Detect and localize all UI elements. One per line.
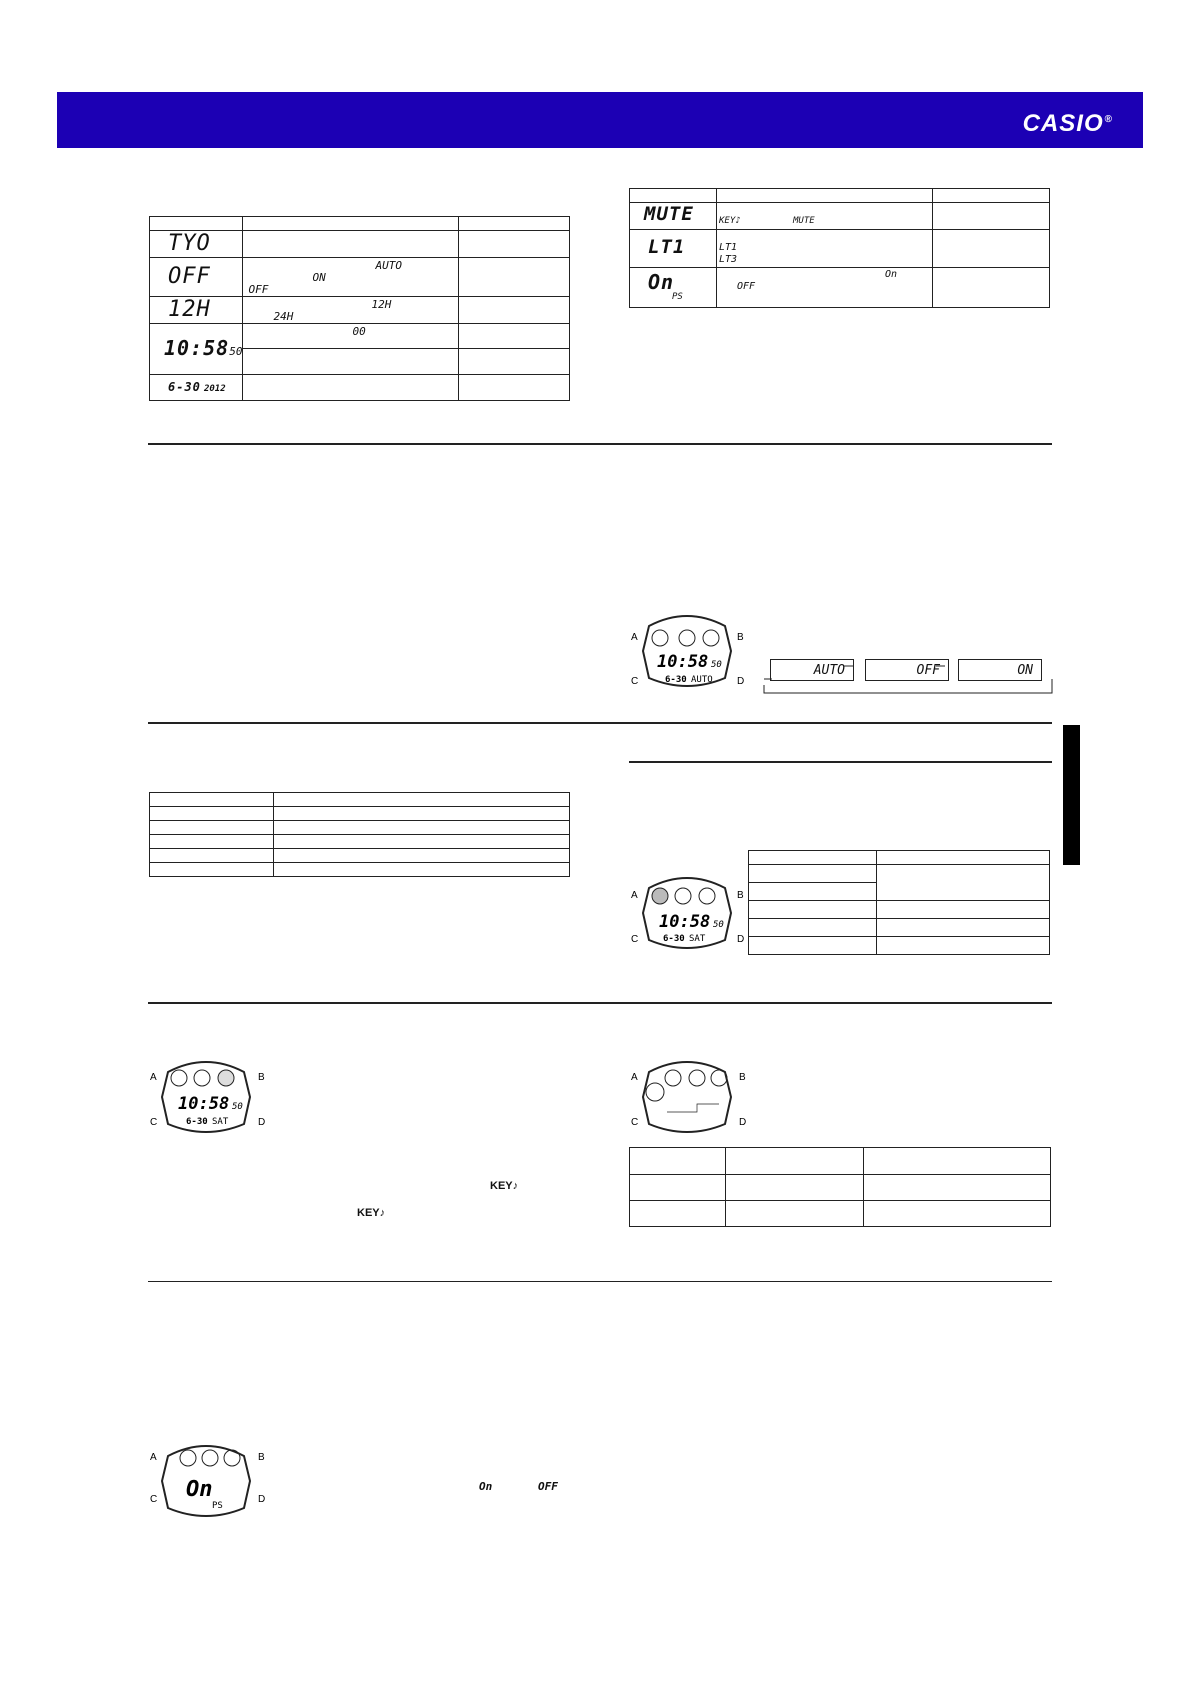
table-row	[749, 865, 1050, 883]
watch-illustration-ps	[146, 1436, 270, 1526]
table-row	[150, 835, 570, 849]
table-row: 10:5850 00	[150, 324, 570, 349]
svg-text:D: D	[258, 1117, 266, 1128]
table-row: LT1 LT1 LT3	[630, 230, 1050, 268]
svg-text:6-30: 6-30	[665, 675, 687, 685]
table-left-mid	[149, 792, 570, 877]
svg-text:A: A	[150, 1452, 157, 1463]
ps-on-label: On	[479, 1480, 493, 1493]
table-row	[150, 849, 570, 863]
svg-text:C: C	[631, 934, 639, 945]
ps-off-label: OFF	[538, 1480, 558, 1493]
table-right-mid	[748, 850, 1050, 955]
svg-text:D: D	[737, 676, 745, 687]
table-row	[630, 1201, 1051, 1227]
svg-text:10:58: 10:58	[657, 652, 709, 672]
table-row: TYO	[150, 231, 570, 258]
section-divider	[148, 1002, 1052, 1004]
svg-text:D: D	[739, 1117, 747, 1128]
table-row: OFF AUTO ON OFF	[150, 258, 570, 297]
section-divider	[148, 443, 1052, 445]
table-row	[150, 821, 570, 835]
svg-text:B: B	[258, 1452, 265, 1463]
table-row: On PS On OFF	[630, 268, 1050, 308]
table-row	[749, 937, 1050, 955]
table-row: 12H 12H 24H	[150, 297, 570, 324]
svg-text:A: A	[631, 890, 638, 901]
section-divider	[629, 761, 1052, 763]
svg-text:50: 50	[232, 1102, 243, 1112]
svg-text:SAT: SAT	[212, 1117, 229, 1127]
table-row	[150, 807, 570, 821]
svg-text:A: A	[631, 632, 638, 643]
svg-text:On: On	[186, 1477, 213, 1502]
svg-text:6-30: 6-30	[663, 934, 685, 944]
table-row	[630, 1175, 1051, 1201]
table-row: 6-30 2012	[150, 375, 570, 401]
section-divider	[148, 1281, 1052, 1282]
svg-text:D: D	[737, 934, 745, 945]
svg-text:SAT: SAT	[689, 934, 706, 944]
svg-text:C: C	[631, 676, 639, 687]
svg-text:D: D	[258, 1494, 266, 1505]
watch-illustration-auto	[627, 606, 747, 696]
svg-text:PS: PS	[212, 1501, 223, 1511]
key-label-2: KEY♪	[357, 1207, 386, 1219]
header-banner	[57, 92, 1143, 148]
svg-text:6-30: 6-30	[186, 1117, 208, 1127]
svg-text:B: B	[258, 1072, 265, 1083]
side-tab	[1063, 725, 1080, 865]
watch-illustration-sat	[627, 868, 747, 958]
table-row	[150, 863, 570, 877]
svg-text:C: C	[631, 1117, 639, 1128]
svg-text:C: C	[150, 1117, 158, 1128]
mode-auto: AUTO	[770, 659, 854, 681]
svg-text:A: A	[631, 1072, 638, 1083]
svg-text:B: B	[737, 632, 744, 643]
watch-illustration-blank	[627, 1052, 751, 1142]
svg-text:A: A	[150, 1072, 157, 1083]
svg-text:B: B	[737, 890, 744, 901]
key-label-1: KEY♪	[490, 1180, 519, 1192]
table-row	[749, 919, 1050, 937]
svg-text:B: B	[739, 1072, 746, 1083]
section-divider	[148, 722, 1052, 724]
table-row: MUTE KEY♪ MUTE	[630, 203, 1050, 230]
table-right-low	[629, 1147, 1051, 1227]
mode-on: ON	[958, 659, 1042, 681]
watch-illustration-key	[146, 1052, 270, 1142]
mode-off: OFF	[865, 659, 949, 681]
svg-text:10:58: 10:58	[659, 912, 711, 932]
table-row	[749, 901, 1050, 919]
svg-text:AUTO: AUTO	[691, 675, 713, 685]
settings-table-2	[629, 188, 1050, 308]
settings-table-1	[149, 216, 570, 401]
svg-text:50: 50	[711, 660, 722, 670]
svg-text:C: C	[150, 1494, 158, 1505]
svg-text:10:58: 10:58	[178, 1094, 230, 1114]
svg-text:50: 50	[713, 920, 724, 930]
casio-logo: CASIO®	[1022, 110, 1113, 137]
